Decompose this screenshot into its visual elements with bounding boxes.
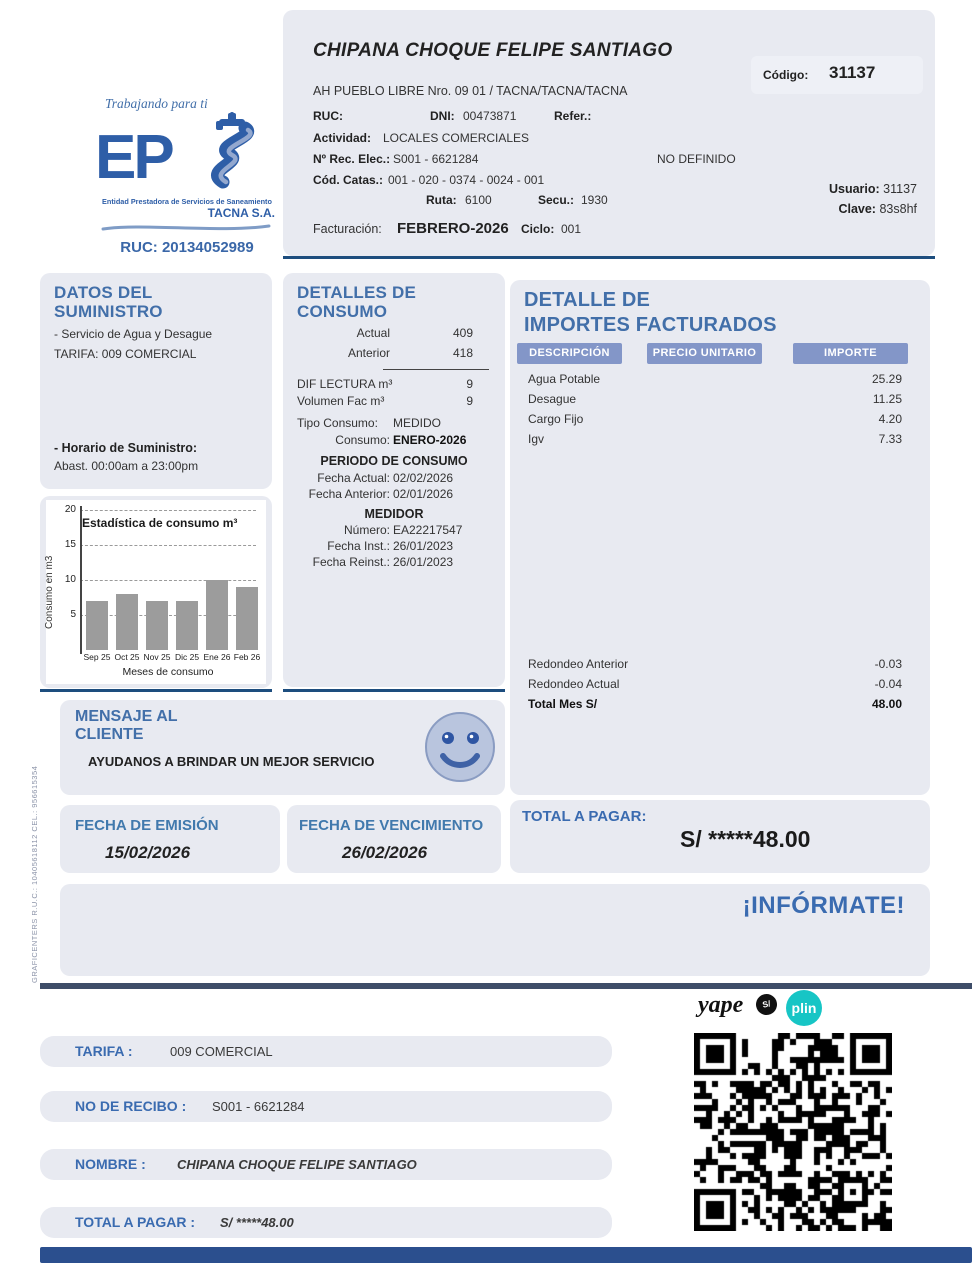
chart-xlabel: Meses de consumo <box>122 666 214 678</box>
eps-brand-mark-icon <box>95 112 279 190</box>
chart-xtick: Dic 25 <box>174 652 200 662</box>
footer-nombre-value: CHIPANA CHOQUE FELIPE SANTIAGO <box>177 1157 417 1172</box>
charge-desc: Redondeo Actual <box>528 677 620 691</box>
customer-address: AH PUEBLO LIBRE Nro. 09 01 / TACNA/TACNA/TACNA <box>313 84 628 98</box>
emission-label: FECHA DE EMISIÓN <box>75 817 219 834</box>
footer-nombre-row <box>40 1149 612 1180</box>
actividad-value: LOCALES COMERCIALES <box>383 131 530 145</box>
vol-label: Volumen Fac m³ <box>297 394 385 408</box>
chart-xtick: Ene 26 <box>203 652 231 662</box>
chart-bar <box>86 601 108 650</box>
message-title-1: MENSAJE AL <box>75 708 178 725</box>
actual-value: 409 <box>452 326 473 340</box>
charge-row <box>510 432 930 452</box>
reading-divider <box>383 369 489 370</box>
charge-desc: Igv <box>528 432 545 446</box>
chart-bar <box>146 601 168 650</box>
no-definido: NO DEFINIDO <box>657 152 736 166</box>
printer-credit: GRAFICENTERS R.U.C.: 10405618112 CEL.: 956615354 <box>30 765 39 983</box>
column-importe: IMPORTE <box>793 343 908 364</box>
rec-elec-value: S001 - 6621284 <box>393 152 479 166</box>
ruta-value: 6100 <box>465 193 492 207</box>
codigo-value: 31137 <box>829 63 876 82</box>
header-panel <box>283 10 935 256</box>
charge-amount: 11.25 <box>872 392 902 406</box>
message-body: AYUDANOS A BRINDAR UN MEJOR SERVICIO <box>88 754 375 769</box>
fecha-inst-label: Fecha Inst.: <box>327 539 390 553</box>
actual-label: Actual <box>356 326 390 340</box>
tipo-label: Tipo Consumo: <box>297 416 378 430</box>
chart-panel <box>40 496 272 688</box>
charges-summary <box>510 657 930 717</box>
dif-label: DIF LECTURA m³ <box>297 377 393 391</box>
charge-amount: 7.33 <box>878 432 902 446</box>
refer-label: Refer.: <box>554 109 592 123</box>
charges-title-1: DETALLE DE <box>524 289 651 311</box>
charges-title-2: IMPORTES FACTURADOS <box>524 314 777 336</box>
charge-desc: Cargo Fijo <box>528 412 584 426</box>
column-precio-unitario: PRECIO UNITARIO <box>647 343 762 364</box>
footer-recibo-label: NO DE RECIBO : <box>75 1098 187 1114</box>
fecha-anterior-label: Fecha Anterior: <box>308 487 390 501</box>
chart-bar <box>206 580 228 650</box>
logo-subtitle: Entidad Prestadora de Servicios de Saneamiento <box>102 197 272 206</box>
facturacion-label: Facturación: <box>313 222 382 236</box>
charge-row <box>510 372 930 392</box>
secu-value: 1930 <box>581 193 608 207</box>
charge-row <box>510 657 930 677</box>
bottom-bar <box>40 1247 972 1263</box>
chart-gridline <box>80 580 256 581</box>
chart-title: Estadística de consumo m³ <box>82 516 238 530</box>
chart-y-axis <box>80 506 82 654</box>
logo-ruc: RUC: 20134052989 <box>120 239 254 256</box>
chart-ytick: 10 <box>64 574 76 585</box>
vol-value: 9 <box>466 394 473 408</box>
charge-desc: Total Mes S/ <box>528 697 598 711</box>
ruc-label: RUC: <box>313 109 343 123</box>
charge-row <box>510 677 930 697</box>
fecha-actual-label: Fecha Actual: <box>317 471 390 485</box>
ciclo-value: 001 <box>561 222 582 236</box>
secu-label: Secu.: <box>538 193 575 207</box>
due-value: 26/02/2026 <box>342 843 428 862</box>
footer-total-row <box>40 1207 612 1238</box>
emission-panel <box>60 805 280 873</box>
footer-tarifa-label: TARIFA : <box>75 1043 133 1059</box>
fecha-reinst-value: 26/01/2023 <box>393 555 454 569</box>
supply-tarifa: TARIFA: 009 COMERCIAL <box>54 347 197 361</box>
clave-label: Clave: <box>838 202 876 216</box>
fecha-reinst-label: Fecha Reinst.: <box>312 555 390 569</box>
chart-bar <box>116 594 138 650</box>
emission-value: 15/02/2026 <box>105 843 191 862</box>
ruta-label: Ruta: <box>426 193 457 207</box>
usuario-label: Usuario: <box>828 182 880 196</box>
footer-tarifa-row <box>40 1036 612 1067</box>
footer-recibo-row <box>40 1091 612 1122</box>
usuario-value: 31137 <box>883 182 917 196</box>
supply-horario-label: - Horario de Suministro: <box>54 441 198 455</box>
column-descripcion: DESCRIPCIÓN <box>517 343 622 364</box>
charge-desc: Desague <box>528 392 577 406</box>
dni-label: DNI: <box>430 109 455 123</box>
codigo-box <box>751 56 923 94</box>
tipo-value: MEDIDO <box>393 416 441 430</box>
footer-recibo-value: S001 - 6621284 <box>212 1099 305 1114</box>
charge-row <box>510 392 930 412</box>
numero-label: Número: <box>343 523 390 537</box>
chart-ylabel: Consumo en m3 <box>44 555 55 629</box>
charge-amount: 25.29 <box>871 372 902 386</box>
periodo-title: PERIODO DE CONSUMO <box>320 454 468 468</box>
header-divider <box>283 256 935 259</box>
charge-amount: 4.20 <box>878 412 902 426</box>
informate-panel <box>60 884 930 976</box>
consumption-panel-divider <box>283 689 505 692</box>
logo-company: TACNA S.A. <box>207 206 275 220</box>
due-label: FECHA DE VENCIMIENTO <box>299 817 484 834</box>
footer-total-label: TOTAL A PAGAR : <box>75 1214 196 1230</box>
payment-logos <box>698 992 817 1032</box>
charges-rows <box>510 372 930 452</box>
footer-tarifa-value: 009 COMERCIAL <box>170 1044 273 1059</box>
svg-text:EP: EP <box>95 123 172 190</box>
message-panel <box>60 700 505 795</box>
chart-xtick: Oct 25 <box>114 652 140 662</box>
supply-service: - Servicio de Agua y Desague <box>54 327 213 341</box>
charges-panel <box>510 280 930 795</box>
charge-amount: -0.04 <box>874 677 902 691</box>
chart-gridline <box>80 510 256 511</box>
supply-horario-value: Abast. 00:00am a 23:00pm <box>54 459 199 473</box>
chart-ytick: 5 <box>70 609 76 620</box>
consumption-chart <box>46 500 266 684</box>
informate-text: ¡INFÓRMATE! <box>742 892 905 919</box>
total-panel <box>510 800 930 873</box>
dif-value: 9 <box>466 377 473 391</box>
ciclo-label: Ciclo: <box>521 222 555 236</box>
catas-value: 001 - 020 - 0374 - 0024 - 001 <box>388 173 545 187</box>
consumption-title-2: CONSUMO <box>297 302 388 321</box>
rec-elec-label: Nº Rec. Elec.: <box>313 152 391 166</box>
due-panel <box>287 805 501 873</box>
anterior-label: Anterior <box>347 346 390 360</box>
chart-xtick: Nov 25 <box>143 652 171 662</box>
chart-bar <box>176 601 198 650</box>
facturacion-value: FEBRERO-2026 <box>397 220 509 237</box>
clave-value: 83s8hf <box>879 202 917 216</box>
actividad-label: Actividad: <box>313 131 372 145</box>
consumo-value: ENERO-2026 <box>393 433 467 447</box>
anterior-value: 418 <box>452 346 473 360</box>
smiley-icon <box>423 710 497 784</box>
footer-nombre-label: NOMBRE : <box>75 1156 146 1172</box>
fecha-inst-value: 26/01/2023 <box>393 539 454 553</box>
charge-desc: Agua Potable <box>528 372 601 386</box>
supply-title-1: DATOS DEL <box>54 283 153 302</box>
qr-code <box>694 1033 892 1231</box>
chart-gridline <box>80 545 256 546</box>
numero-value: EA22217547 <box>393 523 463 537</box>
codigo-label: Código: <box>763 68 809 82</box>
chart-ytick: 15 <box>64 539 76 550</box>
charge-desc: Redondeo Anterior <box>528 657 629 671</box>
chart-bar <box>236 587 258 650</box>
section-divider <box>40 983 972 989</box>
total-value: S/ *****48.00 <box>680 826 811 852</box>
chart-xtick: Sep 25 <box>83 652 111 662</box>
charge-amount: 48.00 <box>871 697 902 711</box>
supply-panel <box>40 273 272 489</box>
charge-amount: -0.03 <box>874 657 902 671</box>
dni-value: 00473871 <box>463 109 517 123</box>
footer-total-value: S/ *****48.00 <box>220 1215 294 1230</box>
logo-tagline: Trabajando para ti <box>105 96 208 111</box>
chart-ytick: 20 <box>64 504 76 515</box>
yape-logo: yape <box>698 992 744 1018</box>
plin-logo: plin <box>786 990 822 1026</box>
consumo-label: Consumo: <box>335 433 390 447</box>
total-label: TOTAL A PAGAR: <box>522 808 647 825</box>
eps-logo <box>95 96 279 256</box>
charge-row <box>510 412 930 432</box>
consumption-panel <box>283 273 505 687</box>
customer-name: CHIPANA CHOQUE FELIPE SANTIAGO <box>313 40 673 61</box>
charge-row <box>510 697 930 717</box>
medidor-title: MEDIDOR <box>364 507 424 521</box>
consumption-title-1: DETALLES DE <box>297 283 417 302</box>
chart-panel-divider <box>40 689 272 692</box>
message-title-2: CLIENTE <box>75 726 144 743</box>
fecha-actual-value: 02/02/2026 <box>393 471 454 485</box>
supply-title-2: SUMINISTRO <box>54 302 163 321</box>
fecha-anterior-value: 02/01/2026 <box>393 487 454 501</box>
logo-swoosh-icon <box>101 223 271 233</box>
yape-badge-icon: S/ <box>754 992 779 1017</box>
chart-xtick: Feb 26 <box>233 652 261 662</box>
catas-label: Cód. Catas.: <box>313 173 384 187</box>
